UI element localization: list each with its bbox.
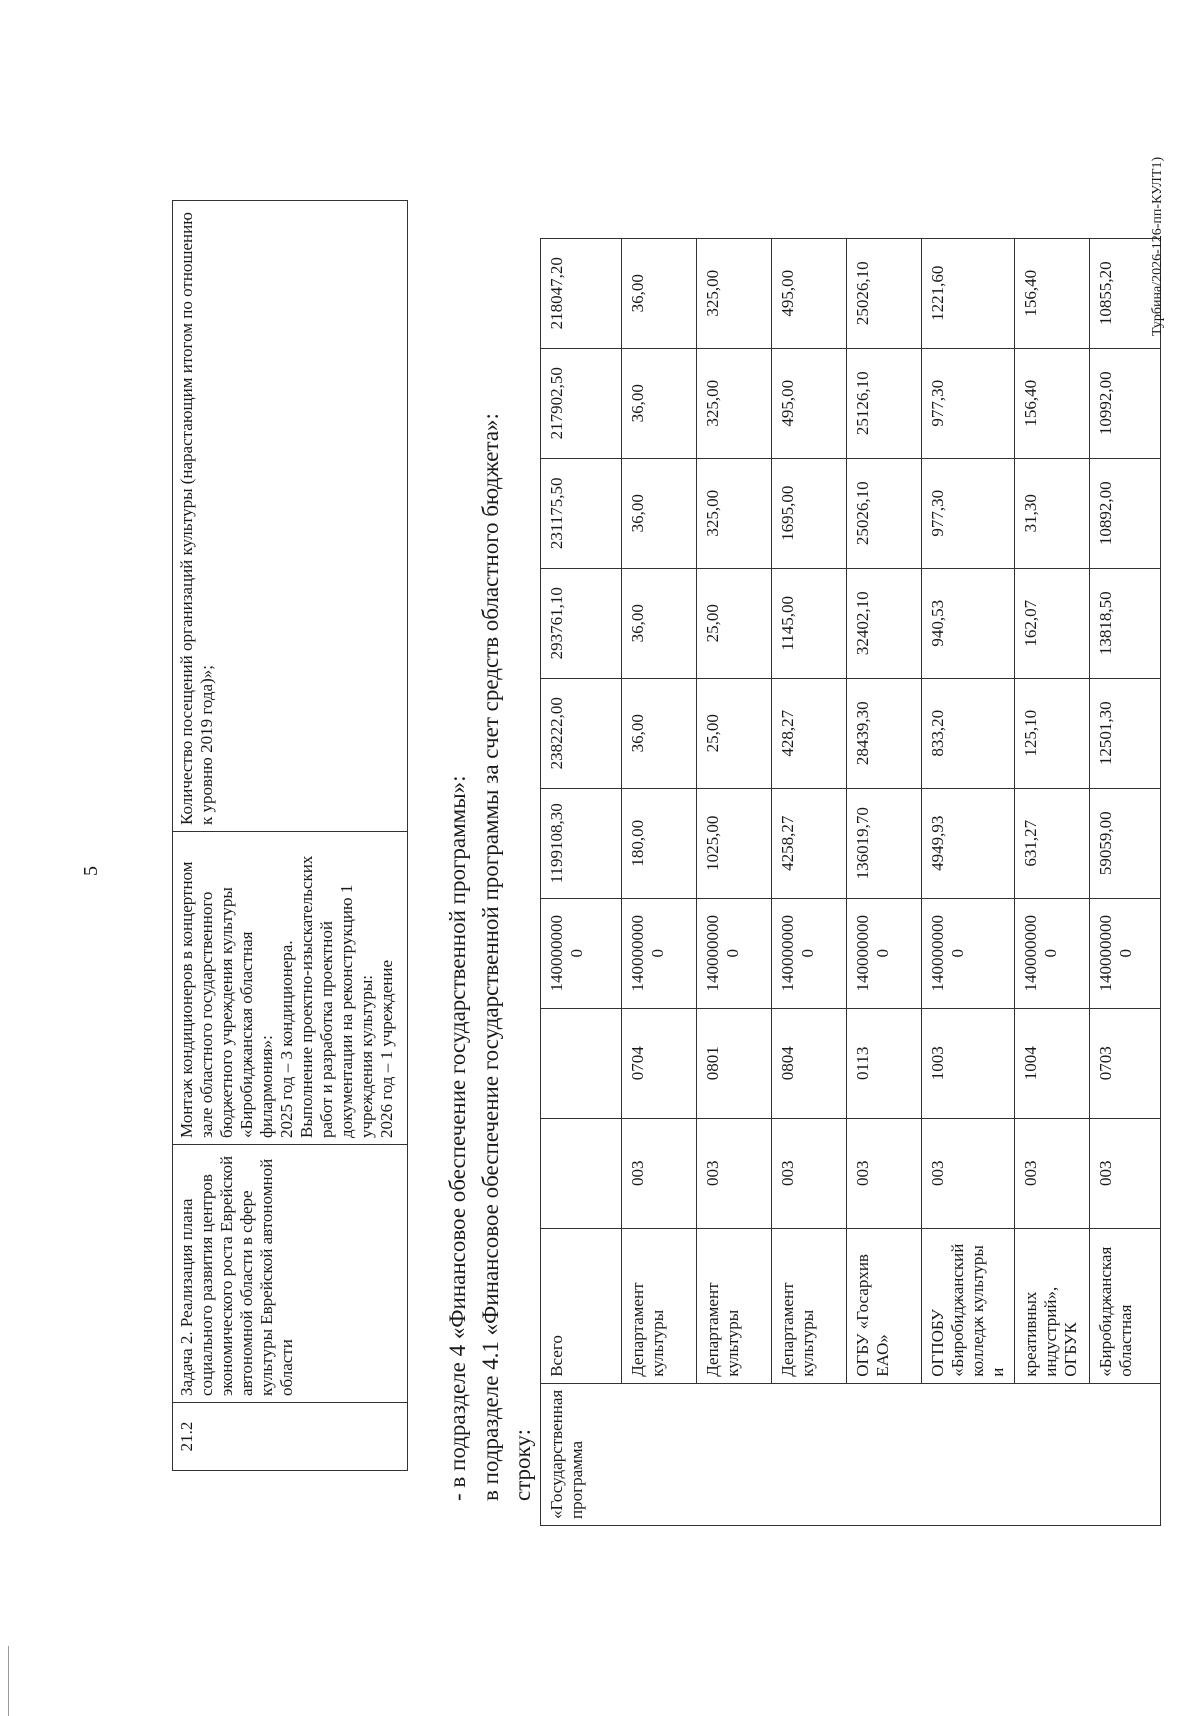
task-row	[173, 201, 408, 1471]
value-cell: 12501,30	[1090, 678, 1161, 788]
value-cell: 32402,10	[847, 568, 922, 678]
grbs-cell: 003	[1015, 1118, 1090, 1228]
value-cell: 31,30	[1015, 458, 1090, 568]
rzpr-cell: 0113	[847, 1008, 922, 1118]
task-activity: Монтаж кондиционеров в концертном зале областного государственного бюджетного учреждения культуры «Биробиджанская областная филармония»: 2025 год – 3 кондиционера. Выполнение проектно-изыскательских работ и разработка проектной документации на реконструкцию 1 учреждения культуры: 2026 год – 1 учреждение	[173, 832, 408, 1145]
table-row	[1090, 238, 1161, 1525]
value-cell: 428,27	[772, 678, 847, 788]
table-row	[1015, 238, 1090, 1525]
value-cell: 36,00	[622, 348, 697, 458]
value-cell: 4258,27	[772, 788, 847, 898]
task-table	[172, 200, 408, 1471]
value-cell: 231175,50	[541, 458, 622, 568]
value-cell: 156,40	[1015, 238, 1090, 348]
value-cell: 136019,70	[847, 788, 922, 898]
table-row	[922, 238, 1015, 1525]
value-cell: 325,00	[697, 238, 772, 348]
value-cell: 1221,60	[922, 238, 1015, 348]
grbs-cell: 003	[1090, 1118, 1161, 1228]
grbs-cell: 003	[847, 1118, 922, 1228]
value-cell: 631,27	[1015, 788, 1090, 898]
value-cell: 977,30	[922, 348, 1015, 458]
rzpr-cell	[541, 1008, 622, 1118]
csr-cell: 140000000 0	[847, 898, 922, 1008]
rzpr-cell: 1003	[922, 1008, 1015, 1118]
value-cell: 218047,20	[541, 238, 622, 348]
value-cell: 10855,20	[1090, 238, 1161, 348]
value-cell: 977,30	[922, 458, 1015, 568]
csr-cell: 140000000 0	[1090, 898, 1161, 1008]
value-cell: 59059,00	[1090, 788, 1161, 898]
csr-cell: 140000000 0	[697, 898, 772, 1008]
org-cell: ОГПОБУ «Биробиджанский колледж культуры и	[922, 1228, 1015, 1383]
value-cell: 833,20	[922, 678, 1015, 788]
paragraph-subsection-4-1: в подразделе 4.1 «Финансовое обеспечение государственной программы за счет средств областного бюджета»:	[478, 413, 503, 1501]
rzpr-cell: 0704	[622, 1008, 697, 1118]
grbs-cell: 003	[772, 1118, 847, 1228]
value-cell: 162,07	[1015, 568, 1090, 678]
grbs-cell: 003	[922, 1118, 1015, 1228]
value-cell: 36,00	[622, 678, 697, 788]
value-cell: 36,00	[622, 568, 697, 678]
task-number: 21.2	[173, 1403, 408, 1471]
org-cell: Департамент культуры	[772, 1228, 847, 1383]
org-cell: «Биробиджанская областная	[1090, 1228, 1161, 1383]
value-cell: 495,00	[772, 238, 847, 348]
value-cell: 156,40	[1015, 348, 1090, 458]
csr-cell: 140000000 0	[922, 898, 1015, 1008]
value-cell: 10992,00	[1090, 348, 1161, 458]
value-cell: 125,10	[1015, 678, 1090, 788]
value-cell: 1025,00	[697, 788, 772, 898]
task-description: Задача 2. Реализация плана социального развития центров экономического роста Еврейской автономной области в сфере культуры Еврейской автономной области	[173, 1145, 408, 1403]
value-cell: 28439,30	[847, 678, 922, 788]
table-row	[697, 238, 772, 1525]
table-row	[772, 238, 847, 1525]
csr-cell: 140000000 0	[772, 898, 847, 1008]
table-row	[622, 238, 697, 1525]
page-number: 5	[80, 866, 102, 876]
value-cell: 325,00	[697, 458, 772, 568]
grbs-cell: 003	[622, 1118, 697, 1228]
csr-cell: 140000000 0	[622, 898, 697, 1008]
rzpr-cell: 0804	[772, 1008, 847, 1118]
org-cell: Департамент культуры	[622, 1228, 697, 1383]
value-cell: 238222,00	[541, 678, 622, 788]
value-cell: 25,00	[697, 678, 772, 788]
csr-cell: 140000000 0	[1015, 898, 1090, 1008]
value-cell: 1145,00	[772, 568, 847, 678]
grbs-cell	[541, 1118, 622, 1228]
value-cell: 1695,00	[772, 458, 847, 568]
rzpr-cell: 1004	[1015, 1008, 1090, 1118]
value-cell: 1199108,30	[541, 788, 622, 898]
org-cell: ОГБУ «Госархив ЕАО»	[847, 1228, 922, 1383]
value-cell: 10892,00	[1090, 458, 1161, 568]
value-cell: 4949,93	[922, 788, 1015, 898]
value-cell: 25,00	[697, 568, 772, 678]
org-cell: Департамент культуры	[697, 1228, 772, 1383]
finance-table	[540, 238, 1161, 1526]
program-name: «Государственная программа	[541, 1383, 1161, 1525]
value-cell: 293761,10	[541, 568, 622, 678]
value-cell: 940,53	[922, 568, 1015, 678]
value-cell: 25026,10	[847, 458, 922, 568]
value-cell: 36,00	[622, 238, 697, 348]
document-id-footer: Турбина/2026-126-пп-КУЛТ1)	[1150, 156, 1165, 336]
value-cell: 180,00	[622, 788, 697, 898]
value-cell: 25126,10	[847, 348, 922, 458]
paragraph-line: строку:	[510, 1429, 535, 1501]
table-row	[541, 238, 622, 1525]
table-row	[847, 238, 922, 1525]
value-cell: 25026,10	[847, 238, 922, 348]
value-cell: 13818,50	[1090, 568, 1161, 678]
value-cell: 325,00	[697, 348, 772, 458]
paragraph-subsection-4: - в подразделе 4 «Финансовое обеспечение государственной программы»:	[445, 775, 470, 1501]
rzpr-cell: 0801	[697, 1008, 772, 1118]
scan-mark	[8, 1646, 9, 1716]
value-cell: 495,00	[772, 348, 847, 458]
org-cell: креативных индустрий», ОГБУК	[1015, 1228, 1090, 1383]
grbs-cell: 003	[697, 1118, 772, 1228]
value-cell: 217902,50	[541, 348, 622, 458]
rzpr-cell: 0703	[1090, 1008, 1161, 1118]
task-indicator: Количество посещений организаций культуры (нарастающим итогом по отношению к уровню 2019 года)»;	[173, 201, 408, 832]
org-cell: Всего	[541, 1228, 622, 1383]
csr-cell: 140000000 0	[541, 898, 622, 1008]
value-cell: 36,00	[622, 458, 697, 568]
